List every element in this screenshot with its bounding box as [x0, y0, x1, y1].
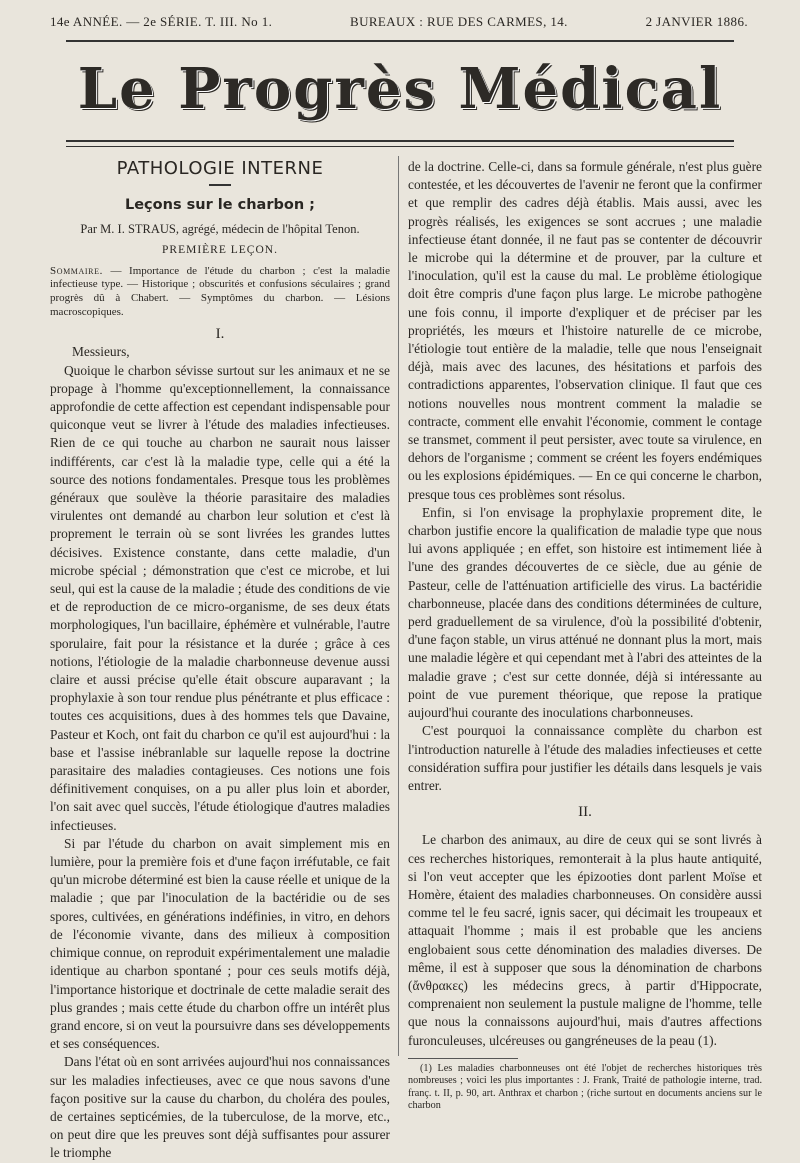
paragraph: de la doctrine. Celle-ci, dans sa formule générale, n'est plus guère contestée, et les découvertes de l'avenir ne feront que la confirmer et que remplir des cadres déjà établis. Mais aussi, avec les progrès réalisés, les exigences se sont accrues ; une maladie infectieuse étant donnée, il ne faut pas se contenter de découvrir le microbe qui la détermine et de prouver, par la culture et l'inoculation, qu'il est la cause du mal. Le problème étiologique doit être compris d'une façon plus large. Le microbe pathogène une fois connu, il importe d'expliquer et de préciser par les propriétés, les mœurs et l'histoire naturelle de ce microbe, l'étiologie tout entière de la maladie, telle que nous l'enseignait déjà, mais avec des lacunes, des hésitations et parfois des contradictions apparentes, l'observation clinique. Il faut que ces notions nouvelles nous montrent comment la maladie se contracte, comment elle envahit l'économie, comment le contage se transmet, comment il peut persister, avec toute sa virulence, en dehors de l'organisme ; comment se créent les foyers endémiques ou les explosions épidémiques. — En ce qui concerne le charbon, presque tous ces problèmes sont résolus. [408, 159, 762, 502]
footnote-rule [408, 1058, 518, 1059]
issue-header [50, 14, 748, 30]
office-address: BUREAUX : RUE DES CARMES, 14. [350, 14, 568, 29]
title-dash [209, 184, 231, 186]
salutation: Messieurs, [72, 344, 130, 360]
issue-date: 2 JANVIER 1886. [645, 14, 748, 29]
part-two-heading: II. [578, 804, 592, 821]
paragraph: Le charbon des animaux, au dire de ceux qui se sont livrés à ces recherches historiques, remonterait à la plus haute antiquité, si l'on veut accepter que les épizooties dont parlent Moïse et Homère, étaient des maladies charbonneuses. On considère aussi comme tel le feu sacré, ignis sacer, qui décimait les troupeaux et attaquait l'homme ; mais il est probable que les anciens englobaient sous cette dénomination des maladies diverses. De même, il est à supposer que sous la dénomination de charbons (ἄνθρακες) les médecins grecs, à partir d'Hippocrate, comprenaient non seulement la pustule maligne de l'homme, telle que nous la connaissons aujourd'hui, mais d'autres affections furonculeuses, ulcéreuses ou gangréneuses de la peau (1). [408, 832, 762, 1048]
lecture-number: PREMIÈRE LEÇON. [162, 243, 278, 256]
column-separator [398, 156, 399, 1056]
paragraph: Si par l'étude du charbon on avait simplement mis en lumière, pour la première fois et d'une façon irréfutable, ce fait qu'un microbe déterminé est bien la cause réelle et unique de la maladie ; que par l'inoculation de la bactéridie ou de ses spores, cultivées, en générations indéfinies, in vitro, en dehors de l'économie vivante, dans des milieux à composition chimique connue, on reproduit expérimentalement une maladie identique au charbon spontané ; pour ces seuls motifs déjà, l'importance historique et doctrinale de cette maladie serait des plus grandes ; mais cette étude du charbon offre un intérêt plus grand encore, si on veut la poursuivre dans ses développements et ses conséquences. [50, 835, 390, 1052]
part-one-heading: I. [215, 326, 225, 343]
top-rule [66, 40, 734, 42]
issue-info: 14e ANNÉE. — 2e SÉRIE. T. III. No 1. [50, 14, 273, 29]
right-column [408, 158, 762, 1113]
paragraph: Dans l'état où en sont arrivées aujourd'hui nos connaissances sur les maladies infectieuses, avec ce que nous savons d'une façon positive sur la cause du charbon, du choléra des poules, de certaines septicémies, de la tuberculose, de la morve, etc., on peut dire que les preuves sont déjà suffisantes pour assurer le triomphe [50, 1054, 390, 1161]
paragraph: Enfin, si l'on envisage la prophylaxie proprement dite, le charbon justifie encore la qualification de maladie type que nous lui avons appliquée ; en effet, son histoire est intimement liée à l'une des grandes découvertes de ce siècle, due au génie de Pasteur, celle de l'atténuation artificielle des virus. La bactéridie charbonneuse, placée dans des conditions déterminées de culture, perd graduellement de sa virulence, d'où la possibilité d'obtenir, d'une façon stable, un virus atténué ne donnant plus la mort, mais une maladie légère et qui cependant met à l'abri des atteintes de la maladie grave ; c'est sur cette donnée, déjà si intéressante au point de vue purement théorique, que repose la pratique aujourd'hui courante des inoculations charbonneuses. [408, 504, 762, 721]
author-line: Par M. I. STRAUS, agrégé, médecin de l'hôpital Tenon. [80, 222, 360, 237]
footnote: (1) Les maladies charbonneuses ont été l'objet de recherches historiques très nombreuses ; voici les plus importantes : J. Frank, Traité de pathologie interne, trad. franç. t. II, p. 90, art. Anthrax et charbon ; (riche surtout en documents anciens sur le charbon [408, 1062, 762, 1112]
masthead-title: Le Progrès Médical [77, 56, 723, 122]
article-title: Leçons sur le charbon ; [124, 197, 315, 214]
masthead-rule [66, 140, 734, 142]
paragraph: C'est pourquoi la connaissance complète du charbon est l'introduction naturelle à l'étude des maladies infectieuses et cette considération suffira pour justifier les détails dans lesquels je vais entrer. [408, 723, 762, 793]
paragraph: Quoique le charbon sévisse surtout sur les animaux et ne se propage à l'homme qu'exceptionnellement, la connaissance approfondie de cette affection est cependant indispensable pour quiconque veut se livrer à l'étude des maladies infectieuses. Rien de ce qui touche au charbon ne saurait nous laisser indifférents, car c'est là la maladie type, celle qui a été la source des notions fondamentales. Presque tous les problèmes généraux que soulève la théorie parasitaire des maladies virulentes ont demandé au charbon leur solution et c'est là proprement le terrain où se sont livrées les grandes luttes décisives. Existence constante, dans cette maladie, d'un microbe spécial ; démonstration que c'est ce microbe, et lui seul, qui est la cause de la maladie ; étude des conditions de vie et de reproduction de ce micro-organisme, de ses deux états morphologiques, l'un bacillaire, éphémère et vulnérable, l'autre sporulaire, fait pour la résistance et la durée ; grâce à ces notions, l'étiologie de la maladie charbonneuse devenue aussi claire et aussi précise qu'elle était obscure auparavant ; la prophylaxie à son tour rendue plus pénétrante et plus efficace : toutes ces acquisitions, dues à des hommes tels que Davaine, Pasteur et Koch, ont fait du charbon ce qu'il est aujourd'hui : la base et l'assise inébranlable sur laquelle repose la doctrine parasitaire des maladies contagieuses. Ces notions une fois définitivement conquises, on a pu aller plus loin et aborder, l'on sait avec quel succès, l'étude étiologique d'autres maladies infectieuses. [50, 362, 390, 833]
summary [50, 265, 390, 319]
section-title: PATHOLOGIE INTERNE [116, 158, 324, 179]
summary-text: — Importance de l'étude du charbon ; c'est la maladie infectieuse type. — Historique ; obscurités et confusions séculaires ; grand progrès dû à Chabert. — Symptômes du charbon. — Lésions macroscopiques. [50, 264, 390, 318]
masthead-rule-thin [66, 146, 734, 147]
summary-lead: Sommaire. [50, 264, 103, 277]
left-column [50, 158, 390, 1163]
